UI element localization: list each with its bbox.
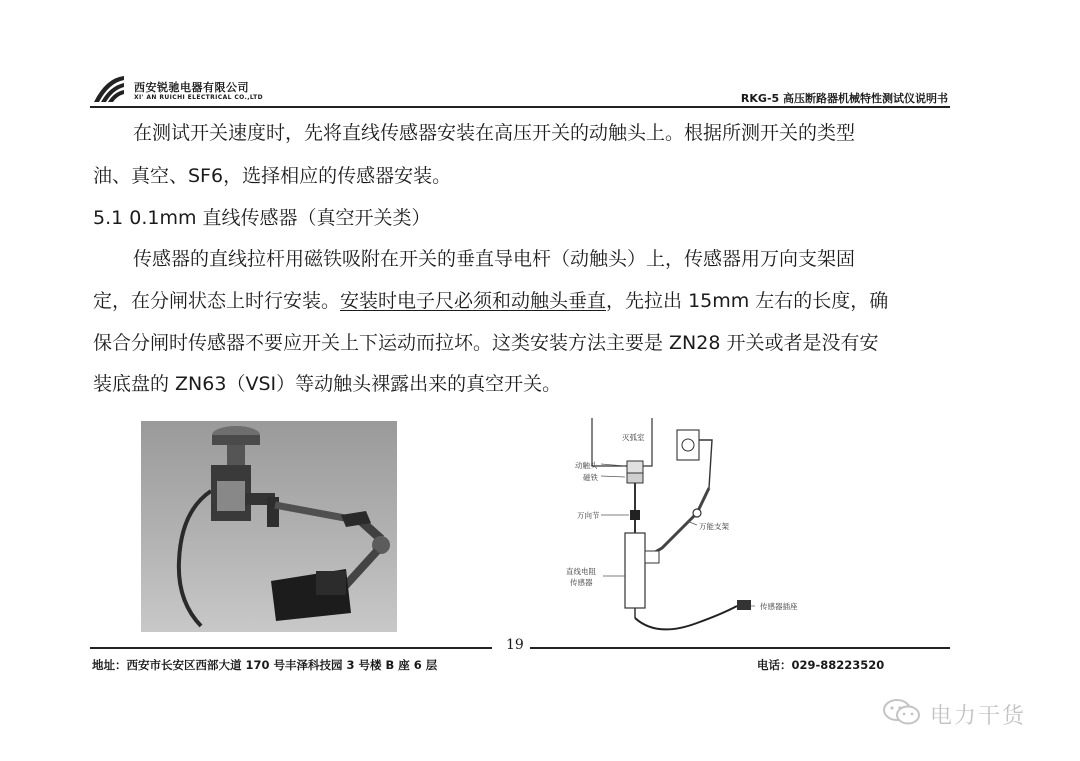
company-name-en: XI' AN RUICHI ELECTRICAL CO.,LTD: [134, 94, 263, 101]
label-universal-joint: 万向节: [577, 511, 600, 520]
footer-phone: 电话：029-88223520: [757, 658, 885, 672]
paragraph-2-line-2-start: 定，在分闸状态上时行安装。: [93, 290, 341, 312]
label-linear-sensor-line-1: 直线电阻: [566, 567, 596, 576]
footer-address: 地址：西安市长安区西部大道 170 号丰泽科技园 3 号楼 B 座 6 层: [92, 658, 438, 672]
document-title: RKG-5 高压断路器机械特性测试仪说明书: [740, 92, 948, 105]
company-logo-icon: [92, 74, 126, 104]
label-magnet: 磁铁: [583, 473, 598, 482]
footer-divider-right: [530, 647, 950, 649]
paragraph-1-line-1: 在测试开关速度时，先将直线传感器安装在高压开关的动触头上。根据所测开关的类型: [133, 122, 856, 144]
section-heading: 5.1 0.1mm 直线传感器（真空开关类）: [93, 207, 431, 229]
paragraph-2-line-2: [93, 291, 888, 311]
header-divider: [90, 106, 950, 108]
page-number: 19: [506, 637, 524, 653]
label-arc-chamber: 灭弧室: [622, 433, 645, 442]
wechat-icon: [882, 697, 922, 727]
label-linear-sensor-line-2: 传感器: [570, 578, 593, 587]
watermark-text: 电力干货: [930, 704, 1027, 729]
label-sensor-socket: 传感器插座: [760, 602, 798, 611]
footer-divider-left: [90, 647, 492, 649]
paragraph-2-line-4: 装底盘的 ZN63（VSI）等动触头裸露出来的真空开关。: [93, 373, 562, 395]
company-name-cn: 西安锐驰电器有限公司: [134, 81, 249, 94]
label-universal-bracket: 万能支架: [699, 522, 729, 531]
paragraph-2-line-1: 传感器的直线拉杆用磁铁吸附在开关的垂直导电杆（动触头）上，传感器用万向支架固: [133, 248, 856, 270]
paragraph-2-line-3: 保合分闸时传感器不要应开关上下运动而拉坏。这类安装方法主要是 ZN28 开关或者是没有安: [93, 332, 879, 354]
underlined-requirement: 安装时电子尺必须和动触头垂直: [340, 290, 607, 312]
sensor-photo: [141, 421, 397, 632]
paragraph-1-line-2: 油、真空、SF6，选择相应的传感器安装。: [93, 165, 452, 187]
label-moving-contact: 动触头: [575, 461, 598, 470]
paragraph-2-line-2-end: ，先拉出 15mm 左右的长度，确: [606, 290, 889, 312]
